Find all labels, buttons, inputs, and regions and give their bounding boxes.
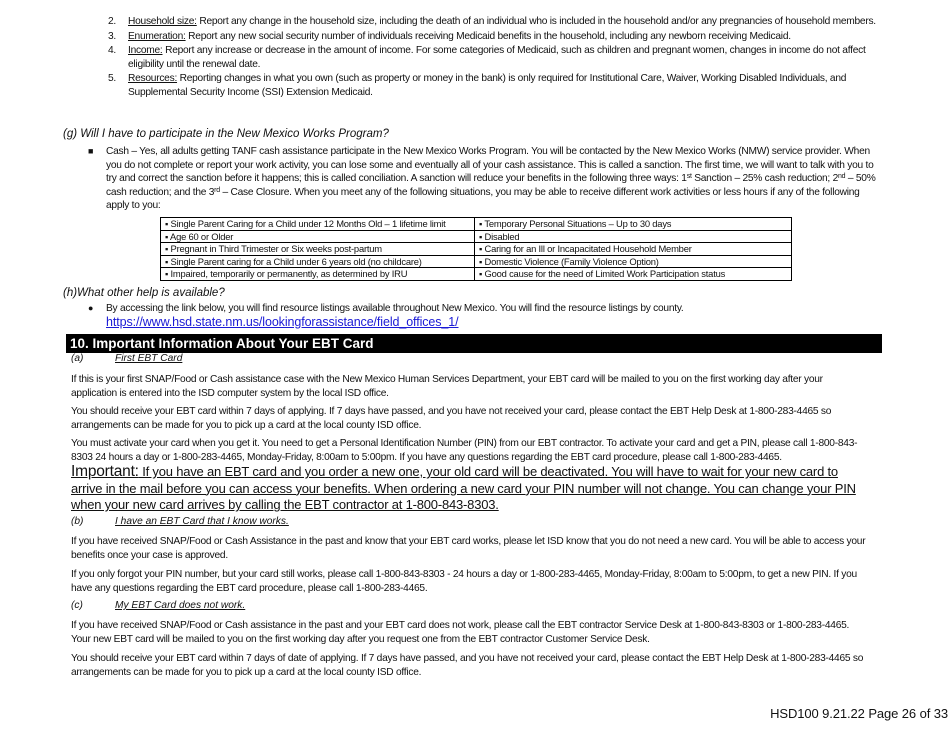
paragraph: If this is your first SNAP/Food or Cash assistance case with the New Mexico Human Services Department, your EBT card will be mailed to you on the first working day after your application is entered into the ISD computer system by the local ISD office. [71, 374, 823, 399]
important-notice: Important: If you have an EBT card and you order a new one, your old card will be deactivated. You will have to wait for your new card to arrive in the mail before you can access your benefits. When ordering a new card your PIN number will not change. You can change your PIN when your new card arrives by calling the EBT contractor at 1-800-843-8303. [71, 463, 856, 513]
section-g-bullet [88, 145, 883, 213]
list-item: 3. Enumeration: Report any new social security number of individuals receiving Medicaid benefits in the household, including any newborn receiving Medicaid. [108, 30, 791, 42]
resource-link[interactable]: https://www.hsd.state.nm.us/lookingforassistance/field_offices_1/ [106, 314, 459, 329]
section-h-heading: (h)What other help is available? [63, 287, 225, 299]
round-bullet-icon: ● [88, 303, 94, 313]
section-h-bullet [88, 302, 883, 330]
section-g-text: Cash – Yes, all adults getting TANF cash assistance participate in the New Mexico Works Program. You will be contacted by the New Mexico Works (NMW) service provider. When you do not complete or report your work activity, you can lose some and eventually all of your cash assistance. This is called a sanction. The first time, we will want to talk with you to try and correct the sanction before it happens; this is called conciliation. A sanction will reduce your benefits in the following three ways: 1st Sanction – 25% cash reduction; 2nd – 50% cash reduction; and the 3rd – Case Closure. When you meet any of the following situations, you may be able to receive different work activities or less hours if any of the following apply to you: [106, 146, 876, 211]
paragraph: If you only forgot your PIN number, but your card still works, please call 1-800-843-8303 - 24 hours a day or 1-800-283-4465, Monday-Friday, 8:00am to 5:00pm, to get a new PIN. If you have any questions regarding the EBT card procedure, please call 1-800-283-4465. [71, 569, 857, 594]
paragraph: You should receive your EBT card within 7 days of applying. If 7 days have passed, and you have not received your card, please contact the EBT Help Desk at 1-800-283-4465 so arrangements can be made for you to pick up a card at the local county ISD office. [71, 406, 832, 431]
subsection-c-heading: (c) My EBT Card does not work. [71, 600, 246, 611]
paragraph: You should receive your EBT card within 7 days of date of applying. If 7 days have passed, and you have not received your card, please contact the EBT Help Desk at 1-800-283-4465 so arrangements can be made for you to pick up a card at the local county ISD office. [71, 653, 864, 678]
section-10-banner: 10. Important Information About Your EBT Card [66, 334, 882, 353]
table-row: ▪ Age 60 or Older ▪ Disabled [161, 230, 792, 243]
term: Enumeration: [128, 30, 186, 42]
list-item: 4. Income: Report any increase or decrease in the amount of income. For some categories of Medicaid, such as children and pregnant women, changes in income do not affect eligibility until the renewal date. [108, 45, 866, 70]
criteria-table [160, 217, 792, 281]
term: Household size: [128, 16, 197, 27]
subsection-a-heading: (a) First EBT Card [71, 353, 183, 364]
paragraph: If you have received SNAP/Food or Cash Assistance in the past and know that your EBT card works, please let ISD know that you do not need a new card. You will be able to access your benefits once your case is approved. [71, 536, 866, 561]
section-g-heading: (g) Will I have to participate in the New Mexico Works Program? [63, 128, 389, 140]
paragraph: If you have received SNAP/Food or Cash assistance in the past and your EBT card does not work, please call the EBT contractor Service Desk at 1-800-843-8303 or 1-800-283-4465. Your new EBT card will be mailed to you on the first working day after you request one from the EBT contractor Customer Service Desk. [71, 620, 850, 645]
list-item: 2. Household size: Report any change in the household size, including the death of an individual who is included in the household and/or any pregnancies of household members. [108, 16, 876, 27]
section-h-text: By accessing the link below, you will find resource listings available throughout New Mexico. You will find the resource listings by county. [106, 303, 684, 314]
square-bullet-icon: ■ [88, 146, 94, 156]
term: Income: [128, 45, 163, 56]
term: Resources: [128, 73, 178, 84]
table-row: ▪ Pregnant in Third Trimester or Six weeks post-partum ▪ Caring for an Ill or Incapacitated Household Member [161, 243, 792, 256]
page-footer: HSD100 9.21.22 Page 26 of 33 [770, 706, 948, 721]
reporting-list [108, 15, 888, 100]
paragraph: You must activate your card when you get it. You need to get a Personal Identification Number (PIN) from our EBT contractor. To activate your card and get a PIN, please call 1-800-843-8303 24 hours a day or 1-800-283-4465, Monday-Friday, 8:00am to 5:00pm. If you have any questions regarding the EBT card procedure, please call 1-800-283-4465. [71, 438, 858, 463]
table-row: ▪ Single Parent caring for a Child under 6 years old (no childcare) ▪ Domestic Violence (Family Violence Option) [161, 255, 792, 268]
list-item: 5. Resources: Reporting changes in what you own (such as property or money in the bank) is only required for Institutional Care, Waiver, Working Disabled Individuals, and Supplemental Security Income (SSI) Extension Medicaid. [108, 73, 847, 98]
table-row: ▪ Single Parent Caring for a Child under 12 Months Old – 1 lifetime limit ▪ Temporary Personal Situations – Up to 30 days [161, 218, 792, 231]
subsection-b-heading: (b) I have an EBT Card that I know works. [71, 516, 289, 527]
table-row: ▪ Impaired, temporarily or permanently, as determined by IRU ▪ Good cause for the need of Limited Work Participation status [161, 268, 792, 281]
